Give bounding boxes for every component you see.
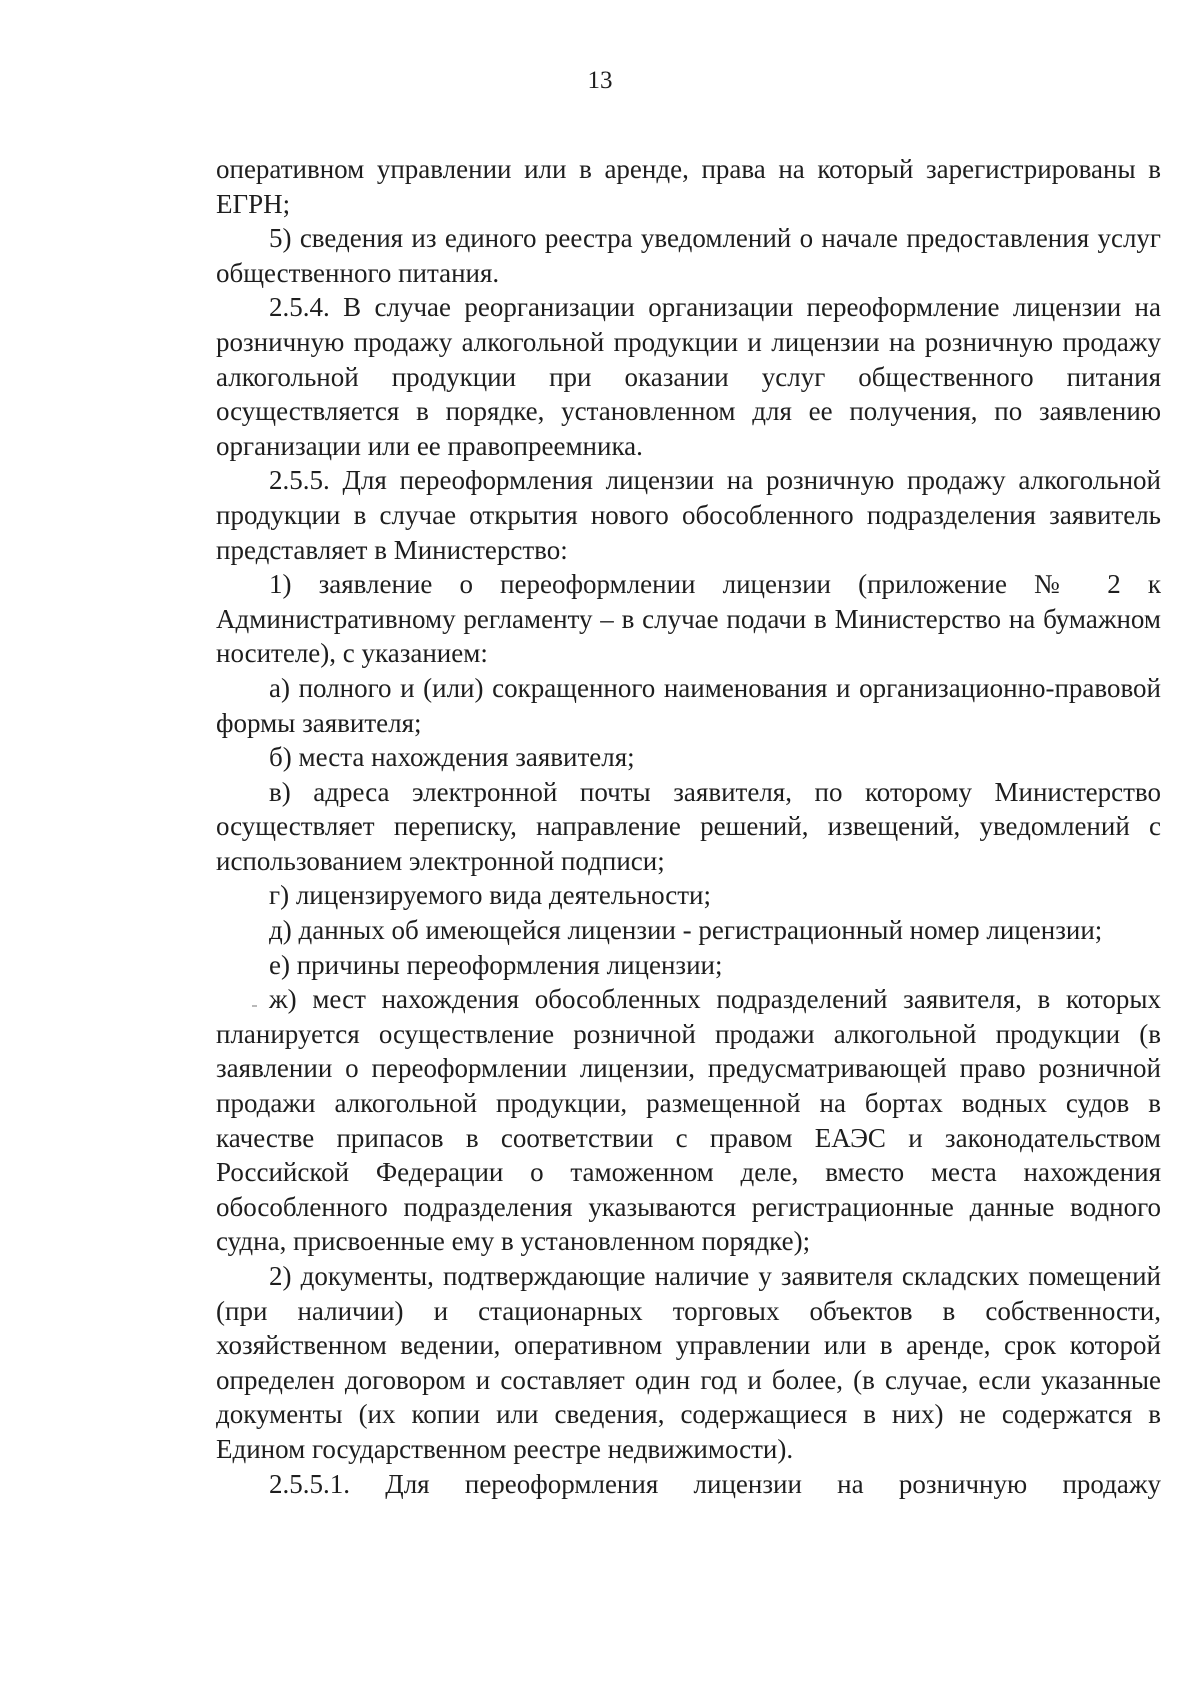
paragraph-continuation: оперативном управлении или в аренде, права на который зарегистрированы в ЕГРН; <box>216 154 1161 219</box>
paragraph-subitem-zh: ж) мест нахождения обособленных подразделений заявителя, в которых планируется осуществление розничной продажи алкогольной продукции (в заявлении о переоформлении лицензии, предусматривающей право розничной продажи алкогольной продукции, размещенной на бортах водных судов в качестве припасов в соответствии с правом ЕАЭС и законодательством Российской Федерации о таможенном деле, вместо места нахождения обособленного подразделения указываются регистрационные данные водного судна, присвоенные ему в установленном порядке); <box>216 984 1161 1257</box>
paragraph-2-5-5-1: 2.5.5.1. Для переоформления лицензии на розничную продажу <box>269 1468 1161 1499</box>
paragraph-item-1: 1) заявление о переоформлении лицензии (приложение № 2 к Административному регламенту – в случае подачи в Министерство на бумажном носителе), с указанием: <box>216 569 1161 669</box>
paragraph-subitem-e: е) причины переоформления лицензии; <box>269 949 723 980</box>
paragraph-2-5-5: 2.5.5. Для переоформления лицензии на розничную продажу алкогольной продукции в случае открытия нового обособленного подразделения заявитель представляет в Министерство: <box>216 465 1161 565</box>
page-number: 13 <box>587 67 613 94</box>
paragraph-subitem-b: б) места нахождения заявителя; <box>269 742 635 773</box>
paragraph-2-5-4: 2.5.4. В случае реорганизации организации переоформление лицензии на розничную продажу алкогольной продукции и лицензии на розничную продажу алкогольной продукции при оказании услуг общественного питания осуществляется в порядке, установленном для ее получения, по заявлению организации или ее правопреемника. <box>216 292 1161 461</box>
paragraph-subitem-a: а) полного и (или) сокращенного наименования и организационно-правовой формы заявителя; <box>216 672 1161 738</box>
paragraph-subitem-d: д) данных об имеющейся лицензии - регистрационный номер лицензии; <box>269 915 1103 946</box>
paragraph-item-5: 5) сведения из единого реестра уведомлений о начале предоставления услуг общественного питания. <box>216 223 1161 288</box>
paragraph-subitem-v: в) адреса электронной почты заявителя, по которому Министерство осуществляет переписку, направление решений, извещений, уведомлений с использованием электронной подписи; <box>216 776 1161 876</box>
paragraph-subitem-g: г) лицензируемого вида деятельности; <box>269 880 711 911</box>
document-body <box>216 152 1161 1501</box>
paragraph-item-2: 2) документы, подтверждающие наличие у заявителя складских помещений (при наличии) и стационарных торговых объектов в собственности, хозяйственном ведении, оперативном управлении или в аренде, срок которой определен договором и составляет один год и более, (в случае, если указанные документы (их копии или сведения, содержащиеся в них) не содержатся в Едином государственном реестре недвижимости). <box>216 1261 1161 1464</box>
